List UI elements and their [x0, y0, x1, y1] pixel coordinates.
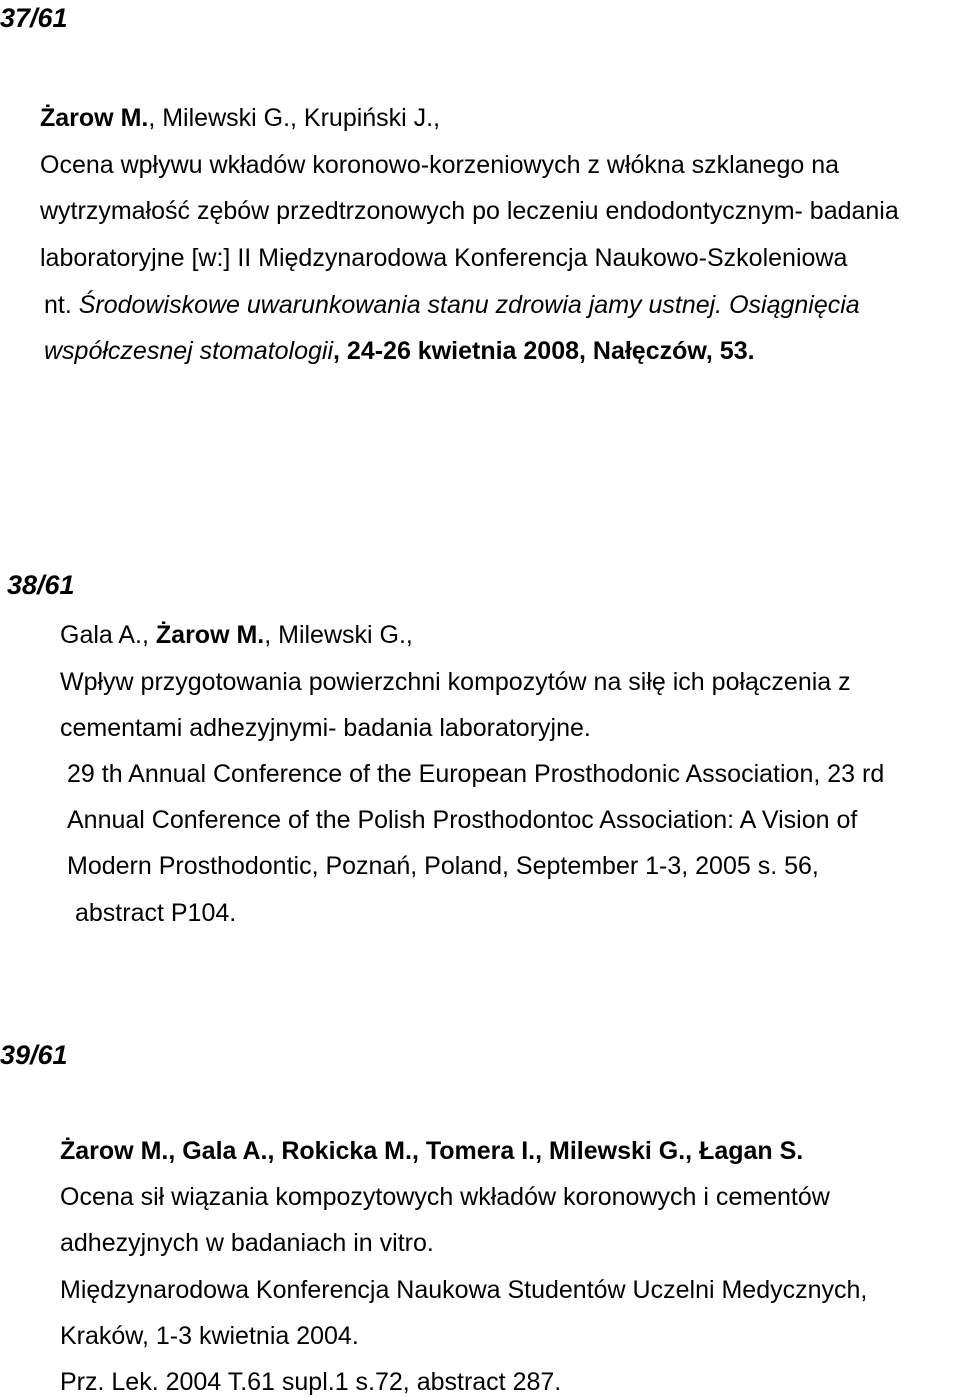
entry-39-line-4: Kraków, 1-3 kwietnia 2004. [60, 1322, 359, 1350]
entry-39-line-3: Międzynarodowa Konferencja Naukowa Studentów Uczelni Medycznych, [60, 1276, 868, 1304]
conference-date-place: , 24-26 kwietnia 2008, Nałęczów, 53. [333, 337, 755, 365]
entry-37-authors [40, 103, 440, 133]
highlighted-author: Żarow M. [155, 621, 265, 649]
entry-38-title-line-2: cementami adhezyjnymi- badania laboratoryjne. [60, 714, 591, 742]
entry-38-conf-line-3: Modern Prosthodontic, Poznań, Poland, September 1-3, 2005 s. 56, [67, 852, 819, 880]
entry-38-title-line-1: Wpływ przygotowania powierzchni kompozytów na siłę ich połączenia z [60, 668, 851, 696]
entry-37-title-line-2: wytrzymałość zębów przedtrzonowych po leczeniu endodontycznym- badania [40, 197, 899, 225]
entry-37-title-line-3: laboratoryjne [w:] II Międzynarodowa Konferencja Naukowo-Szkoleniowa [40, 244, 848, 272]
entry-number-37: 37/61 [0, 3, 68, 33]
entry-37-line-4 [44, 290, 860, 320]
entry-number-39: 39/61 [0, 1040, 68, 1070]
entry-39-line-1: Ocena sił wiązania kompozytowych wkładów koronowych i cementów [60, 1183, 830, 1211]
conference-theme-end: współczesnej stomatologii [44, 337, 334, 365]
entry-38-conf-line-2: Annual Conference of the Polish Prosthodontoc Association: A Vision of [67, 806, 858, 834]
entry-39-authors: Żarow M., Gala A., Rokicka M., Tomera I., Milewski G., Łagan S. [60, 1137, 804, 1165]
entry-38-conf-line-1: 29 th Annual Conference of the European Prosthodonic Association, 23 rd [67, 760, 885, 788]
line-4-prefix: nt. [44, 291, 79, 319]
entry-38-authors [60, 620, 413, 650]
co-authors: , Milewski G., Krupiński J., [148, 104, 441, 132]
entry-37-line-5 [44, 336, 755, 366]
entry-number-38: 38/61 [7, 570, 75, 600]
entry-38-conf-line-4: abstract P104. [75, 899, 237, 927]
entry-39-line-2: adhezyjnych w badaniach in vitro. [60, 1229, 434, 1257]
co-author-first: Gala A., [60, 621, 156, 649]
co-author-rest: , Milewski G., [264, 621, 413, 649]
highlighted-author: Żarow M. [40, 104, 149, 132]
entry-37-title-line-1: Ocena wpływu wkładów koronowo-korzeniowych z włókna szklanego na [40, 151, 839, 179]
conference-theme: Środowiskowe uwarunkowania stanu zdrowia jamy ustnej. Osiągnięcia [78, 291, 860, 319]
entry-39-line-5: Prz. Lek. 2004 T.61 supl.1 s.72, abstract 287. [60, 1368, 562, 1396]
